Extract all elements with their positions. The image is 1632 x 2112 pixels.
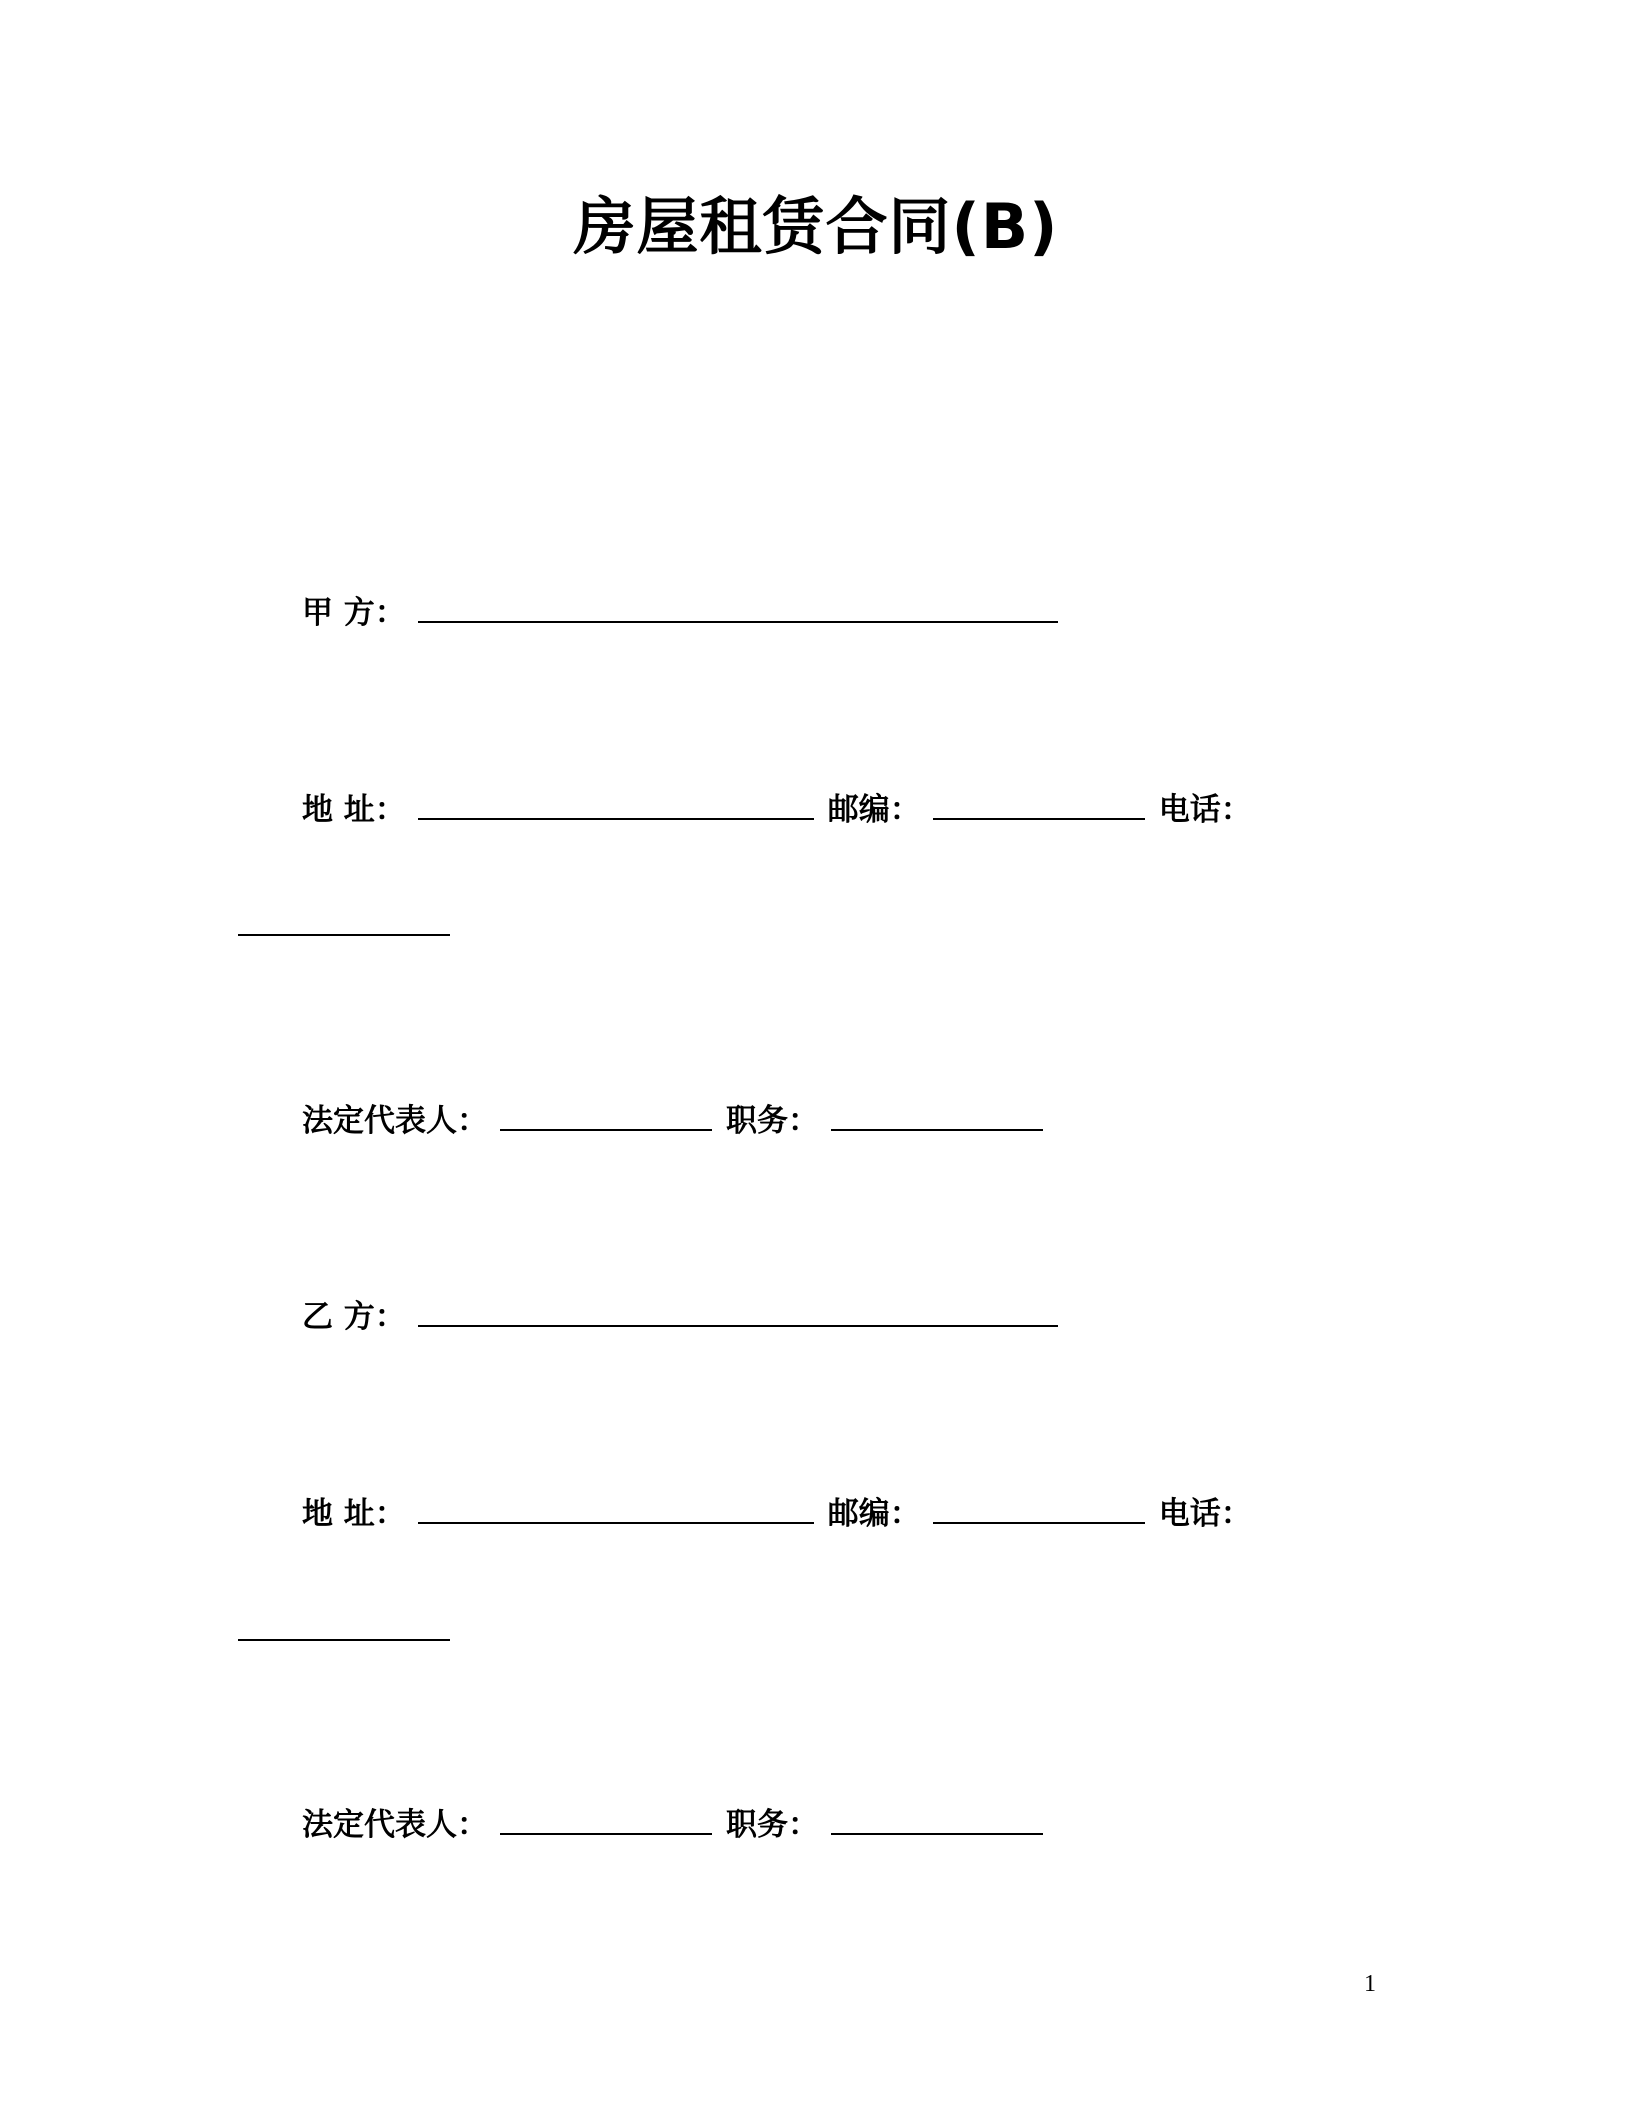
party-b-postcode-label: 邮编：	[827, 1496, 921, 1532]
party-b-phone-label: 电话：	[1158, 1496, 1252, 1532]
party-a-address-field[interactable]	[418, 794, 814, 820]
party-a-position-field[interactable]	[831, 1105, 1043, 1131]
party-b-postcode-field[interactable]	[933, 1498, 1145, 1524]
document-title: 房屋租赁合同(B)	[573, 190, 1059, 263]
party-a-phone-field[interactable]	[238, 934, 450, 936]
party-a-legal-rep-field[interactable]	[500, 1105, 712, 1131]
party-b-position-label: 职务：	[726, 1807, 819, 1843]
party-a-name-row	[302, 597, 1072, 629]
party-a-position-label: 职务：	[726, 1103, 819, 1139]
page-number: 1	[1364, 1971, 1376, 1997]
party-a-legal-rep-row	[302, 1105, 1057, 1137]
party-b-address-field[interactable]	[418, 1498, 814, 1524]
party-a-name-field[interactable]	[418, 597, 1058, 623]
party-b-address-row	[302, 1498, 1252, 1530]
party-a-address-row	[302, 794, 1252, 826]
party-b-name-field[interactable]	[418, 1301, 1058, 1327]
party-b-legal-rep-label: 法定代表人：	[302, 1807, 488, 1843]
party-b-name-label: 乙 方：	[302, 1299, 406, 1335]
party-b-position-field[interactable]	[831, 1809, 1043, 1835]
party-a-address-label: 地 址：	[302, 792, 406, 828]
party-a-legal-rep-label: 法定代表人：	[302, 1103, 488, 1139]
party-b-phone-field[interactable]	[238, 1639, 450, 1641]
party-b-legal-rep-field[interactable]	[500, 1809, 712, 1835]
party-a-postcode-label: 邮编：	[827, 792, 921, 828]
party-a-postcode-field[interactable]	[933, 794, 1145, 820]
party-a-phone-label: 电话：	[1158, 792, 1252, 828]
party-a-name-label: 甲 方：	[302, 595, 406, 631]
party-b-address-label: 地 址：	[302, 1496, 406, 1532]
party-b-legal-rep-row	[302, 1809, 1057, 1841]
party-b-name-row	[302, 1301, 1072, 1333]
